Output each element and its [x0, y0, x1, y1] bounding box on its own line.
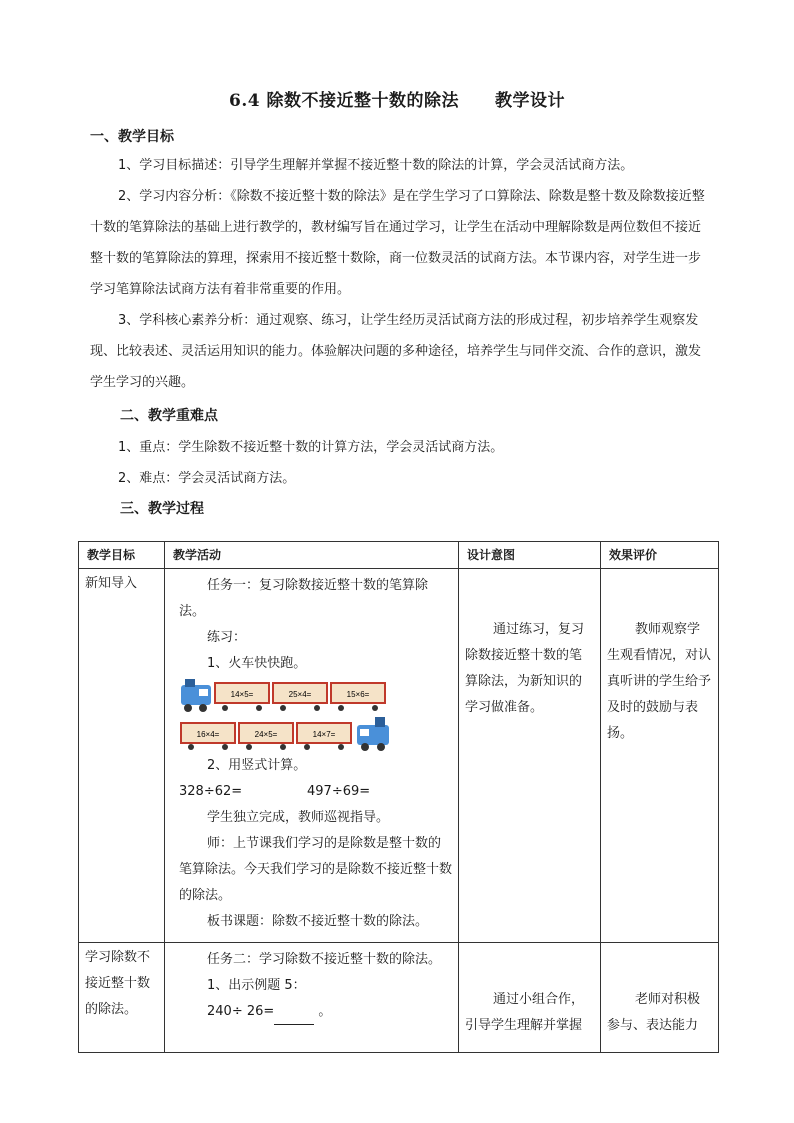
calc-a: 328÷62=	[179, 784, 243, 799]
row1-goal-cell	[79, 569, 165, 943]
row1-board: 板书课题：除数不接近整十数的除法。	[207, 914, 429, 929]
header-intent: 设计意图	[459, 542, 601, 569]
row2-intent-cell	[459, 943, 601, 1053]
table-row	[79, 569, 719, 943]
key-point-2: 2、难点：学会灵活试商方法。	[118, 471, 296, 486]
row2-activity-cell	[165, 943, 459, 1053]
row1-intent: 通过练习，复习除数接近整十数的笔算除法，为新知识的学习做准备。	[465, 622, 585, 715]
title-main: 6.4 除数不接近整十数的除法	[229, 91, 459, 111]
train-car	[273, 683, 327, 711]
row1-activity-cell	[165, 569, 459, 943]
train1-car1-label: 14×5=	[230, 690, 254, 699]
train2-car1-label: 16×4=	[196, 730, 220, 739]
row1-goal: 新知导入	[85, 576, 138, 591]
row1-item1: 1、火车快快跑。	[207, 656, 307, 671]
title-suffix: 教学设计	[495, 91, 565, 111]
locomotive-icon	[181, 679, 211, 712]
row1-teacher: 师：上节课我们学习的是除数是整十数的笔算除法。今天我们学习的是除数不接近整十数的除法。	[179, 836, 453, 903]
row2-goal-cell	[79, 943, 165, 1053]
teaching-process-table	[78, 541, 719, 1053]
train1-car2-label: 25×4=	[288, 690, 312, 699]
row1-eval: 教师观察学生观看情况，对认真听讲的学生给予及时的鼓励与表扬。	[607, 622, 712, 741]
page-title	[0, 86, 794, 111]
row2-task: 任务二：学习除数不接近整十数的除法。	[207, 952, 442, 967]
calc-b: 497÷69=	[307, 784, 371, 799]
table-header-row	[79, 542, 719, 569]
train-2-illustration	[179, 715, 452, 753]
section-heading-goals: 一、教学目标	[90, 129, 174, 145]
row2-eval: 老师对积极参与、表达能力	[607, 992, 701, 1033]
row1-intent-cell	[459, 569, 601, 943]
row1-practice: 练习：	[207, 630, 247, 645]
row1-evaluation-cell	[601, 569, 719, 943]
row1-item2: 2、用竖式计算。	[207, 758, 307, 773]
row1-calc-line	[179, 779, 452, 805]
train2-car2-label: 24×5=	[254, 730, 278, 739]
train-car	[297, 723, 351, 750]
train1-car3-label: 15×6=	[346, 690, 370, 699]
header-activity: 教学活动	[165, 542, 459, 569]
section-heading-process: 三、教学过程	[120, 501, 204, 517]
goal-paragraph-1: 1、学习目标描述：引导学生理解并掌握不接近整十数的除法的计算，学会灵活试商方法。	[118, 158, 634, 173]
train-car	[215, 683, 269, 711]
answer-blank	[274, 1010, 314, 1025]
row2-evaluation-cell	[601, 943, 719, 1053]
section-heading-key-points: 二、教学重难点	[120, 408, 218, 424]
train2-car3-label: 14×7=	[312, 730, 336, 739]
header-goal: 教学目标	[79, 542, 165, 569]
row2-goal: 学习除数不接近整十数的除法。	[85, 950, 151, 1017]
row2-example: 240÷ 26= 。	[179, 999, 452, 1025]
train-car	[181, 723, 235, 750]
row1-student: 学生独立完成，教师巡视指导。	[207, 810, 390, 825]
train-car	[331, 683, 385, 711]
header-evaluation: 效果评价	[601, 542, 719, 569]
train-car	[239, 723, 293, 750]
goal-paragraph-3: 3、学科核心素养分析：通过观察、练习，让学生经历灵活试商方法的形成过程，初步培养学生观察发现、比较表述、灵活运用知识的能力。体验解决问题的多种途径，培养学生与同伴交流、合作的意识，激发学生学习的兴趣。	[90, 313, 702, 390]
row2-intent: 通过小组合作，引导学生理解并掌握	[465, 992, 585, 1033]
table-row	[79, 943, 719, 1053]
row1-task: 任务一：复习除数接近整十数的笔算除法。	[179, 578, 429, 619]
goal-paragraph-2: 2、学习内容分析：《除数不接近整十数的除法》是在学生学习了口算除法、除数是整十数及除数接近整十数的笔算除法的基础上进行教学的，教材编写旨在通过学习，让学生在活动中理解除数是两位数但不接近整十数的笔算除法的算理，探索用不接近整十数除，商一位数灵活的试商方法。本节课内容，对学生进一步学习笔算除法试商方法有着非常重要的作用。	[90, 189, 705, 297]
locomotive-icon	[357, 717, 389, 751]
key-point-1: 1、重点：学生除数不接近整十数的计算方法，学会灵活试商方法。	[118, 440, 504, 455]
row2-item1: 1、出示例题 5：	[207, 978, 306, 993]
train-1-illustration	[179, 677, 452, 715]
